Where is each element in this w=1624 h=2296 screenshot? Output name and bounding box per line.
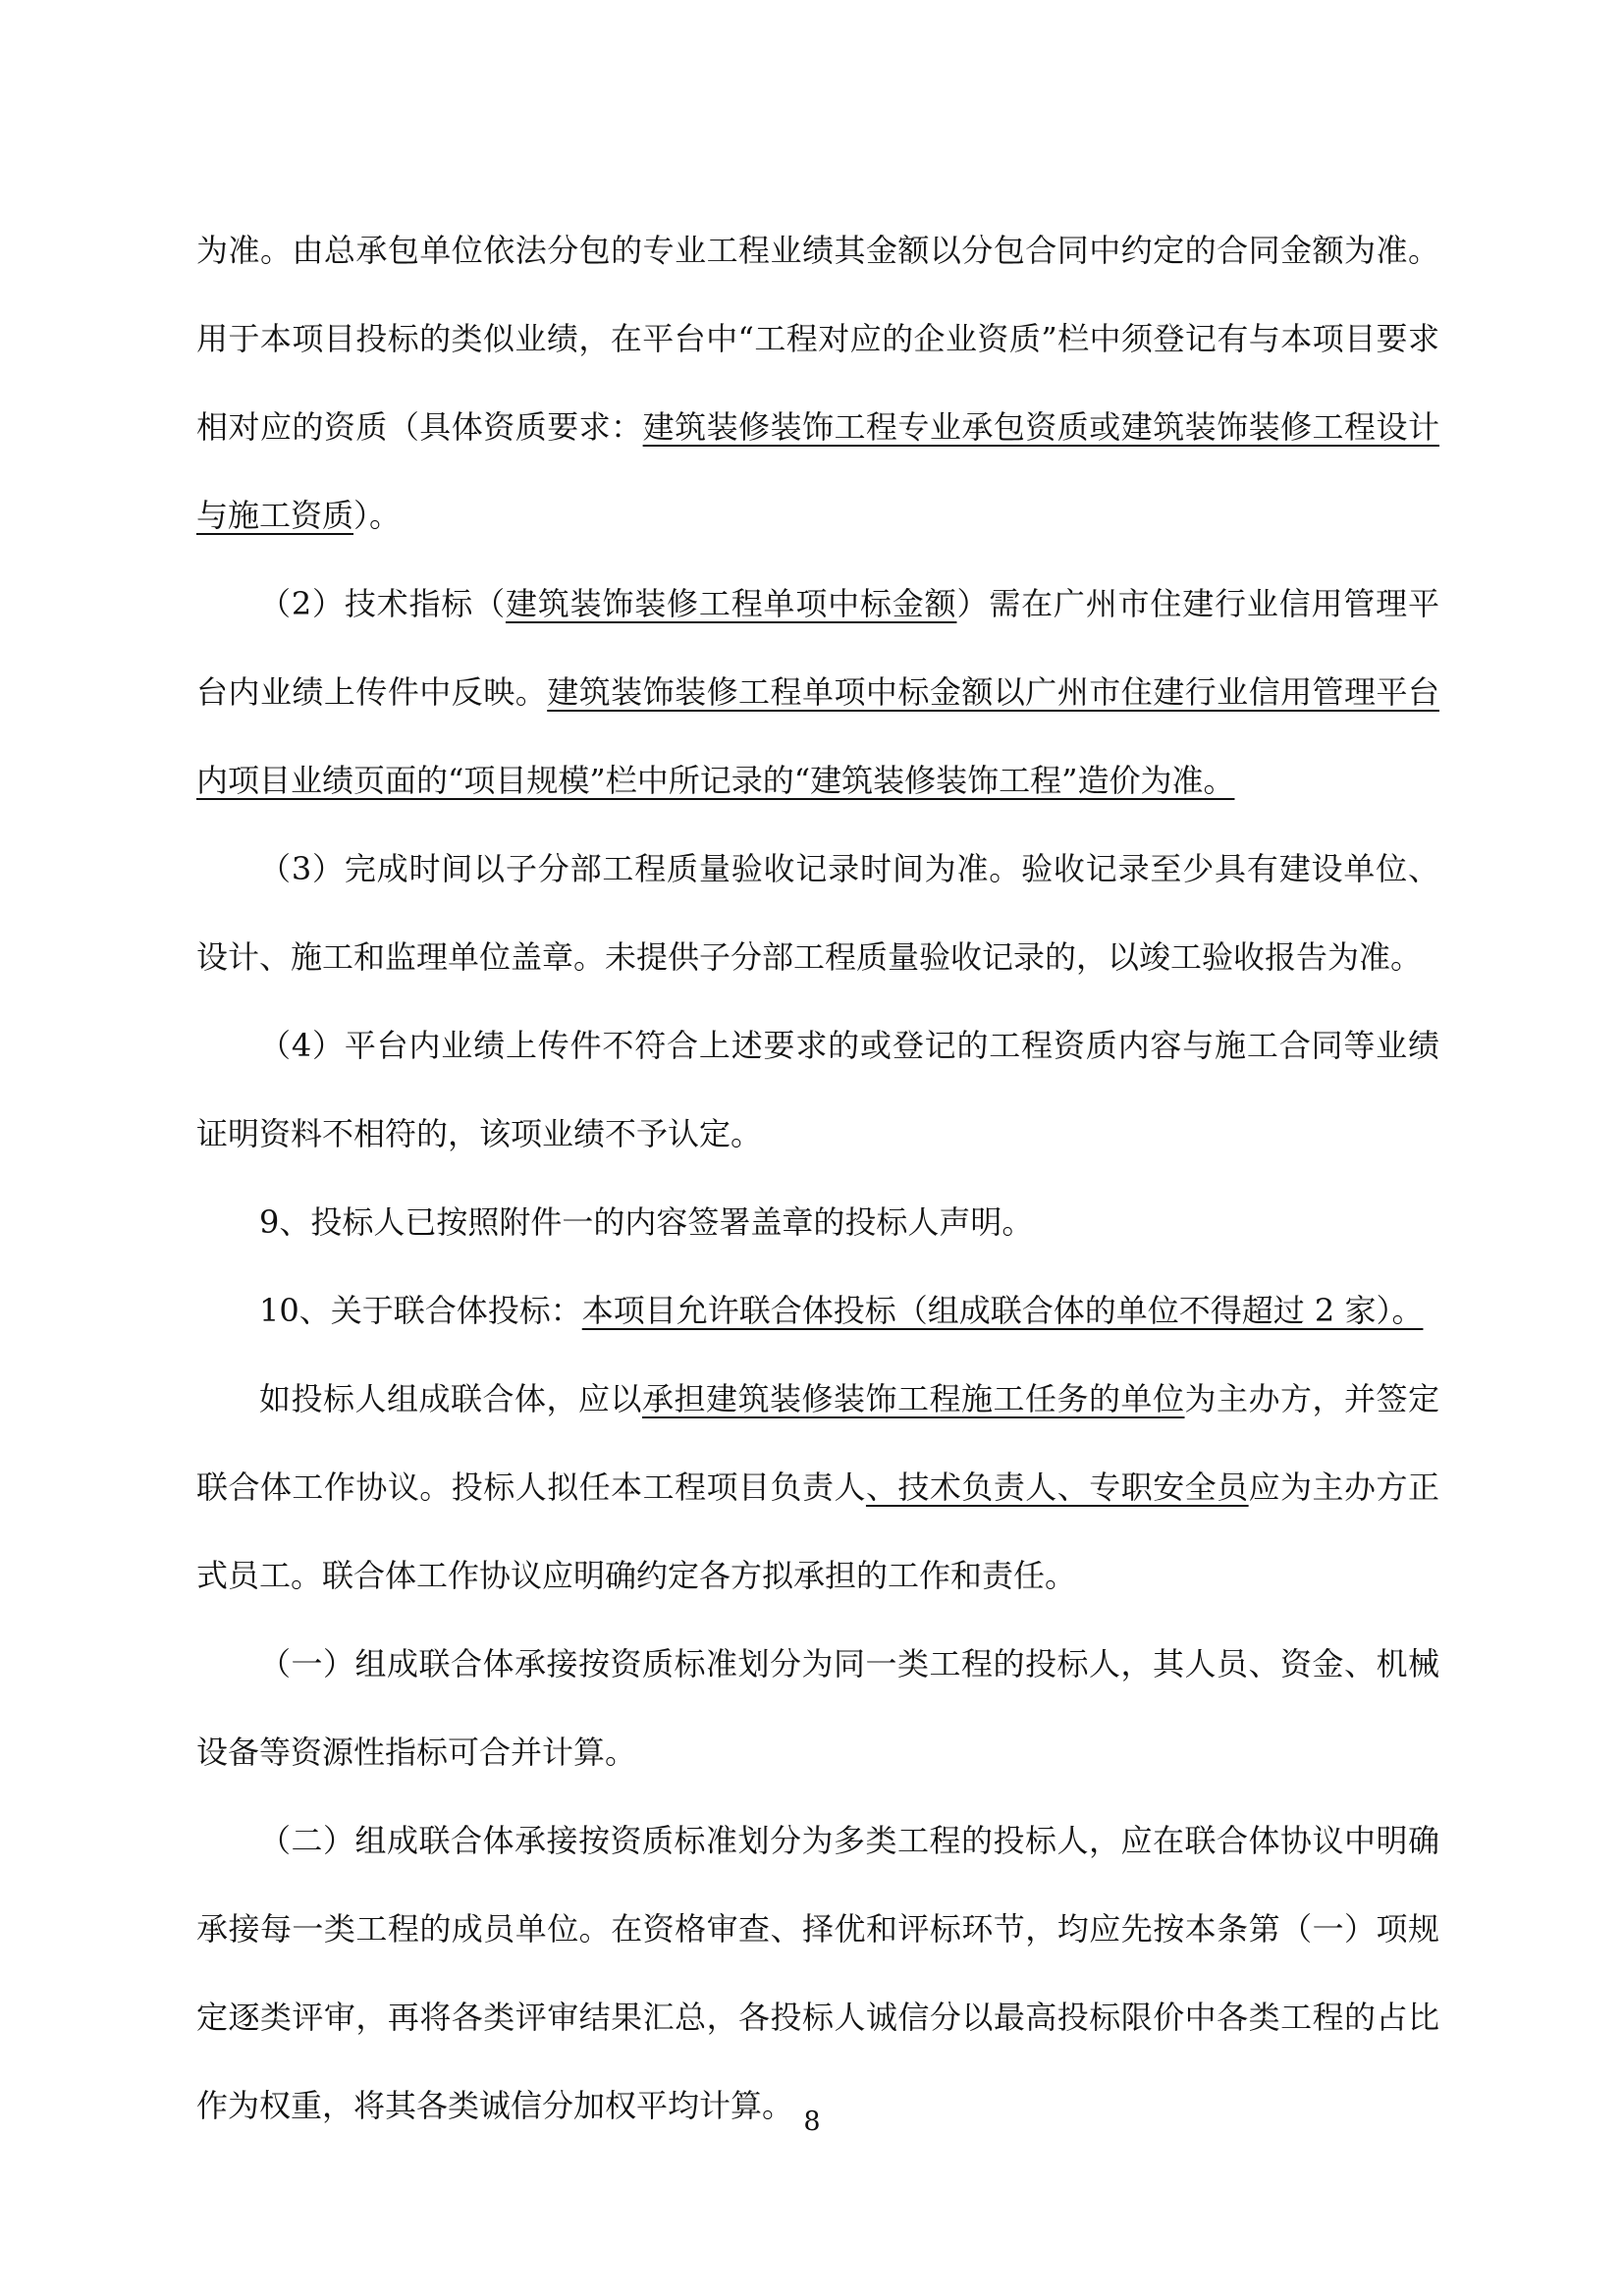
paragraph-text: （二）组成联合体承接按资质标准划分为多类工程的投标人，应在联合体协议中明确承接每一类工程的成员单位。在资格审查、择优和评标环节，均应先按本条第（一）项规定逐类评审，再将各类评审结果汇总，各投标人诚信分以最高投标限价中各类工程的占比作为权重，将其各类诚信分加权平均计算。 [196, 1822, 1439, 2124]
paragraph-text: 10、关于联合体投标： [259, 1292, 582, 1329]
paragraph-5 [196, 1178, 1439, 1266]
paragraph-7 [196, 1355, 1439, 1620]
paragraph-2 [196, 560, 1439, 825]
paragraph-text: （3）完成时间以子分部工程质量验收记录时间为准。验收记录至少具有建设单位、设计、施工和监理单位盖章。未提供子分部工程质量验收记录的，以竣工验收报告为准。 [196, 850, 1439, 976]
paragraph-text: 9、投标人已按照附件一的内容签署盖章的投标人声明。 [259, 1203, 1034, 1241]
underlined-text: 建筑装修装饰工程专业承包资质或建筑装饰装修工程设计与施工资质 [196, 408, 1439, 534]
paragraph-text: 为准。由总承包单位依法分包的专业工程业绩其金额以分包合同中约定的合同金额为准。用于本项目投标的类似业绩，在平台中“工程对应的企业资质”栏中须登记有与本项目要求相对应的资质（具体资质要求： [196, 232, 1439, 446]
paragraph-1 [196, 206, 1439, 560]
underlined-text: 建筑装饰装修工程单项中标金额 [505, 585, 957, 622]
underlined-text: 本项目允许联合体投标（组成联合体的单位不得超过 2 家）。 [581, 1292, 1424, 1329]
paragraph-4 [196, 1001, 1439, 1178]
paragraph-text: 应为主办方正式员工。联合体工作协议应明确约定各方拟承担的工作和责任。 [196, 1468, 1439, 1594]
paragraph-text: （2）技术指标（ [259, 585, 506, 622]
underlined-text: 承担建筑装修装饰工程施工任务的单位 [642, 1380, 1185, 1417]
underlined-text: 建筑装饰装修工程单项中标金额以广州市住建行业信用管理平台内项目业绩页面的“项目规模”栏中所记录的“建筑装修装饰工程”造价为准。 [196, 673, 1439, 799]
paragraph-text: ）需在广州市住建行业信用管理平台内业绩上传件中反映。 [196, 585, 1439, 711]
page-number: 8 [803, 2107, 821, 2137]
paragraph-text: 如投标人组成联合体，应以 [259, 1380, 642, 1417]
underlined-text: 、技术负责人、专职安全员 [865, 1468, 1249, 1506]
paragraph-text: ）。 [353, 497, 402, 534]
paragraph-text: （一）组成联合体承接按资质标准划分为同一类工程的投标人，其人员、资金、机械设备等资源性指标可合并计算。 [196, 1645, 1439, 1771]
paragraph-text: 为主办方，并签定联合体工作协议。投标人拟任本工程项目负责人 [196, 1380, 1439, 1506]
paragraph-text: （4）平台内业绩上传件不符合上述要求的或登记的工程资质内容与施工合同等业绩证明资料不相符的，该项业绩不予认定。 [196, 1027, 1439, 1152]
paragraph-8 [196, 1620, 1439, 1796]
paragraph-3 [196, 825, 1439, 1001]
paragraph-6 [196, 1266, 1439, 1355]
paragraph-9 [196, 1796, 1439, 2150]
document-body [196, 206, 1439, 2150]
